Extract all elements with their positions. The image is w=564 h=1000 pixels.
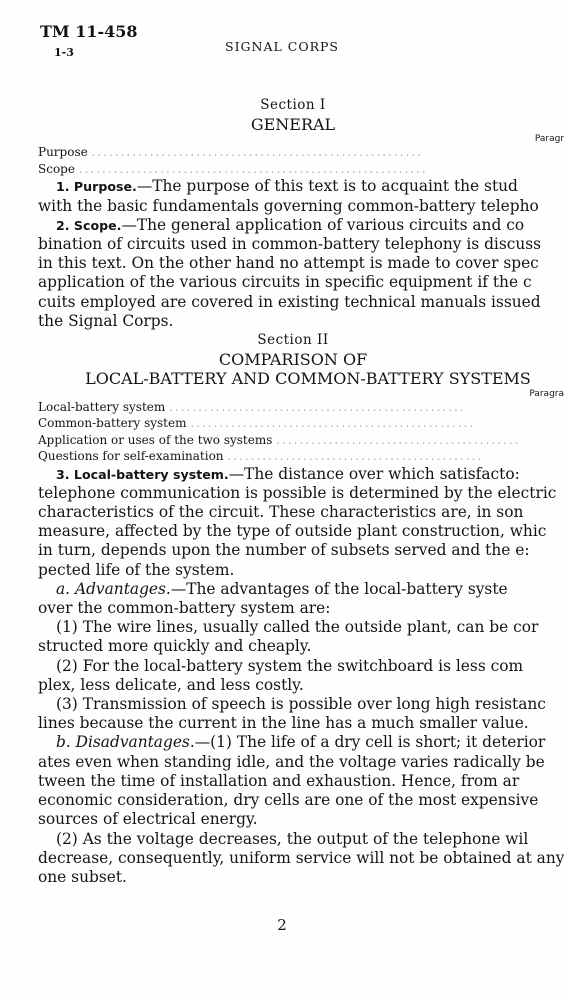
toc-entry: Application or uses of the two systems ..........................................	[38, 432, 521, 447]
paragraph-2: 2. Scope.—The general application of various circuits and co	[56, 215, 525, 234]
disadvantage-2-line: decrease, consequently, uniform service will not be obtained at any	[38, 848, 564, 867]
advantage-3: (3) Transmission of speech is possible over long high resistanc	[56, 695, 546, 714]
section-2-toc-heading: Paragra	[529, 388, 564, 399]
toc-entry: Questions for self-examination ............................................	[38, 449, 484, 464]
disadvantage-2: (2) As the voltage decreases, the output of the telephone wil	[56, 829, 529, 848]
disadvantages-line: sources of electrical energy.	[38, 810, 258, 829]
section-1-label: Section I	[260, 97, 326, 113]
advantages-paragraph: a. Advantages.—The advantages of the local-battery syste	[56, 579, 508, 598]
advantage-1-line: structed more quickly and cheaply.	[38, 637, 312, 656]
toc-entry: Scope ............................................................	[38, 161, 428, 176]
paragraph-3-line: characteristics of the circuit. These characteristics are, in son	[38, 503, 524, 522]
advantages-line: over the common-battery system are:	[38, 599, 331, 618]
page-number: 2	[277, 916, 287, 934]
advantage-3-line: lines because the current in the line has a much smaller value.	[38, 714, 529, 733]
paragraph-3-line: in turn, depends upon the number of subsets served and the e:	[38, 541, 530, 560]
toc-entry: Local-battery system ...................................................	[38, 399, 466, 414]
paragraph-2-line: in this text. On the other hand no attempt is made to cover spec	[38, 254, 539, 273]
disadvantages-line: tween the time of installation and exhaustion. Hence, from ar	[38, 771, 520, 790]
paragraph-1-line: with the basic fundamentals governing common-battery telepho	[38, 196, 539, 215]
paragraph-3-line: pected life of the system.	[38, 560, 235, 579]
paragraph-3-line: measure, affected by the type of outside plant construction, whic	[38, 522, 547, 541]
running-title: SIGNAL CORPS	[225, 39, 339, 54]
section-2-label: Section II	[257, 332, 329, 349]
advantage-1: (1) The wire lines, usually called the outside plant, can be cor	[56, 618, 539, 637]
toc-entry: Common-battery system .................................................	[38, 416, 476, 431]
paragraph-1: 1. Purpose.—The purpose of this text is to acquaint the stud	[56, 177, 518, 196]
paragraph-range: 1-3	[54, 45, 74, 59]
disadvantage-2-line: one subset.	[38, 867, 127, 886]
disadvantages-paragraph: b. Disadvantages.—(1) The life of a dry cell is short; it deterior	[56, 733, 546, 752]
disadvantages-line: economic consideration, dry cells are one of the most expensive	[38, 791, 539, 810]
advantage-2: (2) For the local-battery system the switchboard is less com	[56, 656, 524, 675]
paragraph-2-line: application of the various circuits in specific equipment if the c	[38, 273, 532, 292]
section-1-toc-heading: Paragr	[534, 134, 564, 145]
advantage-2-line: plex, less delicate, and less costly.	[38, 675, 304, 694]
paragraph-2-line: the Signal Corps.	[38, 311, 174, 330]
paragraph-3-line: telephone communication is possible is determined by the electric	[38, 483, 557, 502]
paragraph-3: 3. Local-battery system.—The distance over which satisfacto:	[56, 464, 520, 483]
paragraph-2-line: bination of circuits used in common-battery telephony is discuss	[38, 235, 542, 254]
section-1-title: GENERAL	[250, 115, 336, 135]
page-body	[38, 96, 564, 887]
tm-number: TM 11-458	[40, 22, 138, 41]
toc-entry: Purpose .........................................................	[38, 145, 423, 160]
section-2-title-line1: COMPARISON OF	[218, 350, 368, 370]
section-2-title-line2: LOCAL-BATTERY AND COMMON-BATTERY SYSTEMS	[85, 369, 531, 389]
paragraph-2-line: cuits employed are covered in existing technical manuals issued	[38, 292, 541, 311]
disadvantages-line: ates even when standing idle, and the voltage varies radically be	[38, 752, 545, 771]
